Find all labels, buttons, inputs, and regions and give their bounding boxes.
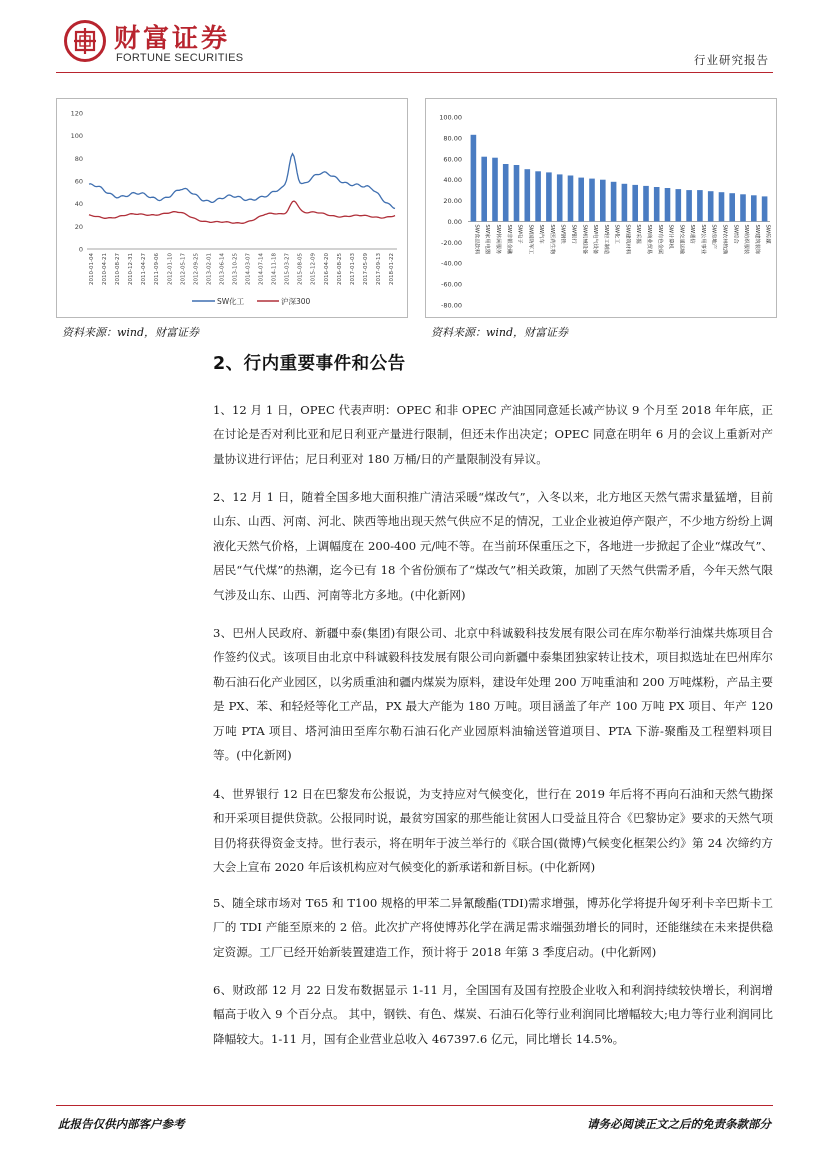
bar [503, 164, 509, 221]
category-label: SW银行 [570, 224, 577, 244]
news-paragraph: 3、巴州人民政府、新疆中泰(集团)有限公司、北京中科诚毅科技发展有限公司在库尔勒举行油煤共炼项目合作签约仪式。该项目由北京中科诚毅科技发展有限公司向新疆中泰集团独家转让技术，项目拟选址在巴州库尔勒石油石化产业园区，以劣质重油和疆内煤炭为原料，建设年处理 200 万吨重油和 200 万吨煤粉，产品主要是 PX、苯、和轻烃等化工产品，PX 最大产能为 180 万吨。项目涵盖了年产 100 万吨 PX 项目、年产 120 万吨 PTA 项目、塔河油田至库尔勒石油石化产业园原料油输送管道项目、PTA 下游-聚酯及工程塑料项目等。(中化新网) [213, 626, 773, 763]
legend-label-hs300: 沪深300 [281, 297, 311, 306]
category-label: SW医药生物 [548, 224, 555, 255]
x-tick-label: 2016-04-20 [323, 253, 330, 285]
bar [665, 188, 671, 221]
y-tick-label: 100 [70, 132, 83, 141]
x-tick-label: 2017-09-13 [375, 253, 382, 285]
category-label: SW纺织服装 [743, 224, 749, 255]
bar [708, 191, 714, 221]
category-label: SW休闲服务 [495, 224, 501, 255]
x-tick-label: 2014-03-07 [245, 253, 252, 285]
x-tick-label: 2015-12-09 [310, 253, 317, 285]
category-label: SW公用事业 [699, 224, 706, 255]
bar [643, 186, 649, 222]
category-label: SW建筑装饰 [753, 224, 760, 255]
category-label: SW房地产 [710, 224, 717, 249]
y-tick-label: 40 [74, 200, 83, 209]
category-label: SW通信 [689, 224, 696, 244]
footer-divider [56, 1105, 773, 1106]
industry-return-chart [425, 98, 777, 318]
bar [546, 172, 552, 221]
news-item-3 [213, 621, 773, 767]
bar [492, 158, 498, 222]
bar [686, 190, 692, 221]
bar [525, 169, 531, 221]
bar [740, 194, 746, 221]
x-tick-label: 2010-08-27 [115, 253, 122, 285]
y-tick-label: 0 [78, 245, 83, 254]
category-label: SW食品饮料 [473, 224, 480, 255]
y-tick-label: 80 [74, 154, 83, 163]
x-tick-label: 2013-02-01 [206, 253, 213, 285]
news-paragraph: 6、财政部 12 月 22 日发布数据显示 1-11 月，全国国有及国有控股企业收入和利润持续较快增长，利润增幅高于收入 9 个百分点。 其中，钢铁、有色、煤炭、石油石化等行业利润同比增幅较大;电力等行业利润同比降幅较大。1-11 月，国有企业营业总收入 467397.6 亿元，同比增长 14.5%。 [213, 983, 773, 1046]
brand-name-cn: 财富证券 [114, 24, 231, 54]
x-tick-label: 2013-06-14 [219, 253, 226, 285]
x-tick-label: 2010-04-21 [102, 253, 109, 285]
category-label: SW轻工制造 [602, 224, 609, 255]
x-tick-label: 2017-01-03 [349, 253, 356, 285]
x-tick-label: 2011-09-06 [154, 253, 161, 285]
category-label: SW电气设备 [592, 224, 598, 255]
x-tick-label: 2013-10-25 [232, 253, 239, 285]
x-tick-label: 2011-04-27 [141, 253, 148, 285]
y-tick-label: 80.00 [443, 134, 462, 143]
brand-name-en: FORTUNE SECURITIES [116, 52, 244, 64]
news-paragraph: 1、12 月 1 日，OPEC 代表声明：OPEC 和非 OPEC 产油国同意延长减产协议 9 个月至 2018 年年底，正在讨论是否对利比亚和尼日利亚产量进行限制，但还未作出决定；OPEC 同意在明年 6 月的会议上重新对产量协议进行评估；尼日利亚对 180 万桶/日的产量限制没有异议。 [213, 403, 773, 466]
y-tick-label: 20.00 [443, 197, 462, 206]
category-label: SW农林牧渔 [721, 224, 728, 255]
bar [676, 189, 682, 221]
bar [481, 157, 487, 222]
category-label: SW交通运输 [678, 224, 685, 255]
bar [632, 185, 638, 222]
index-trend-plot [57, 99, 407, 317]
legend-label-sw-chem: SW化工 [217, 297, 245, 306]
bar [697, 190, 703, 221]
news-paragraph: 4、世界银行 12 日在巴黎发布公报说，为支持应对气候变化，世行在 2019 年后将不再向石油和天然气勘探和开采项目提供贷款。公报同时说，最贫穷国家的那些能让贫困人口受益且符合《巴黎协定》要求的天然气项目仍将获得资金支持。世行表示，将在明年于波兰举行的《联合国(微博)气候变化框架公约》第 24 次缔约方大会上宣布 2020 年后该机构应对气候变化的新承诺和新目标。(中化新网) [213, 787, 773, 875]
x-tick-label: 2014-11-18 [271, 253, 278, 285]
category-label: SW钢铁 [559, 224, 566, 244]
section-title: 2、行内重要事件和公告 [213, 354, 406, 374]
category-label: SW化工 [613, 224, 620, 244]
x-tick-label: 2015-08-05 [297, 253, 304, 285]
bar [622, 184, 628, 222]
x-tick-label: 2015-03-27 [284, 252, 291, 285]
bar [654, 187, 660, 222]
news-item-5 [213, 891, 773, 964]
y-tick-label: 60.00 [443, 155, 462, 164]
x-tick-label: 2010-01-04 [89, 253, 95, 285]
x-tick-label: 2010-12-31 [128, 253, 135, 285]
bar [762, 196, 768, 221]
brand-logo-icon [64, 20, 106, 62]
sw-chem-series-line [89, 154, 395, 209]
category-label: SW计算机 [667, 224, 674, 249]
hs300-series-line [89, 201, 395, 223]
x-tick-label: 2012-09-25 [193, 253, 200, 285]
chart2-source: 资料来源：wind，财富证券 [431, 326, 569, 339]
bar [729, 193, 735, 221]
bar [719, 192, 725, 221]
bar [535, 171, 541, 221]
y-tick-label: -80.00 [441, 301, 462, 310]
bar [568, 176, 574, 222]
bar [600, 180, 606, 222]
y-tick-label: -60.00 [441, 280, 462, 289]
category-label: SW国防军工 [527, 224, 534, 255]
news-paragraph: 2、12 月 1 日，随着全国多地大面积推广清洁采暖“煤改气”，入冬以来，北方地区天然气需求量猛增，目前山东、山西、河南、河北、陕西等地出现天然气供应不足的情况，工业企业被迫停产限产，不少地方纷纷上调液化天然气价格，上调幅度在 200-400 元/吨不等。在当前环保重压之下，各地进一步掀起了企业“煤改气”、居民“气代煤”的热潮，迄今已有 18 个省份颁布了“煤改气”相关政策，加剧了天然气供需矛盾，今年天然气限气涉及山东、山西、河南等北方多地。(中化新网) [213, 490, 773, 602]
bar [514, 165, 520, 221]
y-tick-label: 120 [70, 109, 83, 118]
x-tick-label: 2017-05-09 [362, 253, 369, 285]
report-type: 行业研究报告 [694, 53, 769, 67]
category-label: SW采掘 [635, 224, 642, 244]
bar [589, 179, 595, 222]
category-label: SW综合 [732, 224, 739, 244]
category-label: SW汽车 [538, 224, 545, 244]
bar [578, 178, 584, 222]
category-label: SW有色金属 [656, 224, 663, 255]
y-tick-label: -20.00 [441, 238, 462, 247]
y-tick-label: 20 [74, 222, 83, 231]
industry-return-plot [426, 99, 776, 317]
category-label: SW非银金融 [505, 224, 512, 255]
category-label: SW机械设备 [581, 224, 588, 255]
x-tick-label: 2016-08-25 [336, 253, 343, 285]
news-item-4 [213, 782, 773, 880]
category-label: SW电子 [516, 224, 523, 244]
y-tick-label: 100.00 [439, 113, 462, 122]
x-tick-label: 2012-05-17 [180, 253, 187, 285]
category-label: SW传媒 [764, 224, 771, 244]
news-paragraph: 5、随全球市场对 T65 和 T100 规格的甲苯二异氰酸酯(TDI)需求增强，博苏化学将提升匈牙利卡辛巴斯卡工厂的 TDI 产能至原来的 2 倍。此次扩产将使博苏化学在满足需求端强劲增长的同时，还能继续在未来提供稳定资源。工厂已经开始新装置建造工作，预计将于 2018 年第 3 季度启动。(中化新网) [213, 896, 773, 959]
footer-disclaimer-right: 请务必阅读正文之后的免责条款部分 [587, 1117, 771, 1131]
category-label: SW商业贸易 [646, 224, 652, 255]
news-item-2 [213, 485, 773, 607]
news-item-1 [213, 398, 773, 471]
bar [471, 135, 477, 222]
category-label: SW家用电器 [484, 224, 491, 255]
y-tick-label: 0.00 [447, 217, 462, 226]
bar [611, 182, 617, 222]
index-trend-chart [56, 98, 408, 318]
x-tick-label: 2018-01-22 [389, 253, 395, 285]
bar [557, 174, 563, 221]
footer-disclaimer-left: 此报告仅供内部客户参考 [58, 1117, 185, 1131]
news-item-6 [213, 978, 773, 1051]
y-tick-label: 40.00 [443, 176, 462, 185]
y-tick-label: 60 [74, 177, 83, 186]
bar [751, 195, 757, 221]
header-divider [56, 72, 773, 73]
chart1-source: 资料来源：wind，财富证券 [62, 326, 200, 339]
x-tick-label: 2012-01-10 [167, 253, 174, 285]
category-label: SW建筑材料 [624, 224, 631, 255]
x-tick-label: 2014-07-14 [258, 253, 265, 285]
y-tick-label: -40.00 [441, 259, 462, 268]
